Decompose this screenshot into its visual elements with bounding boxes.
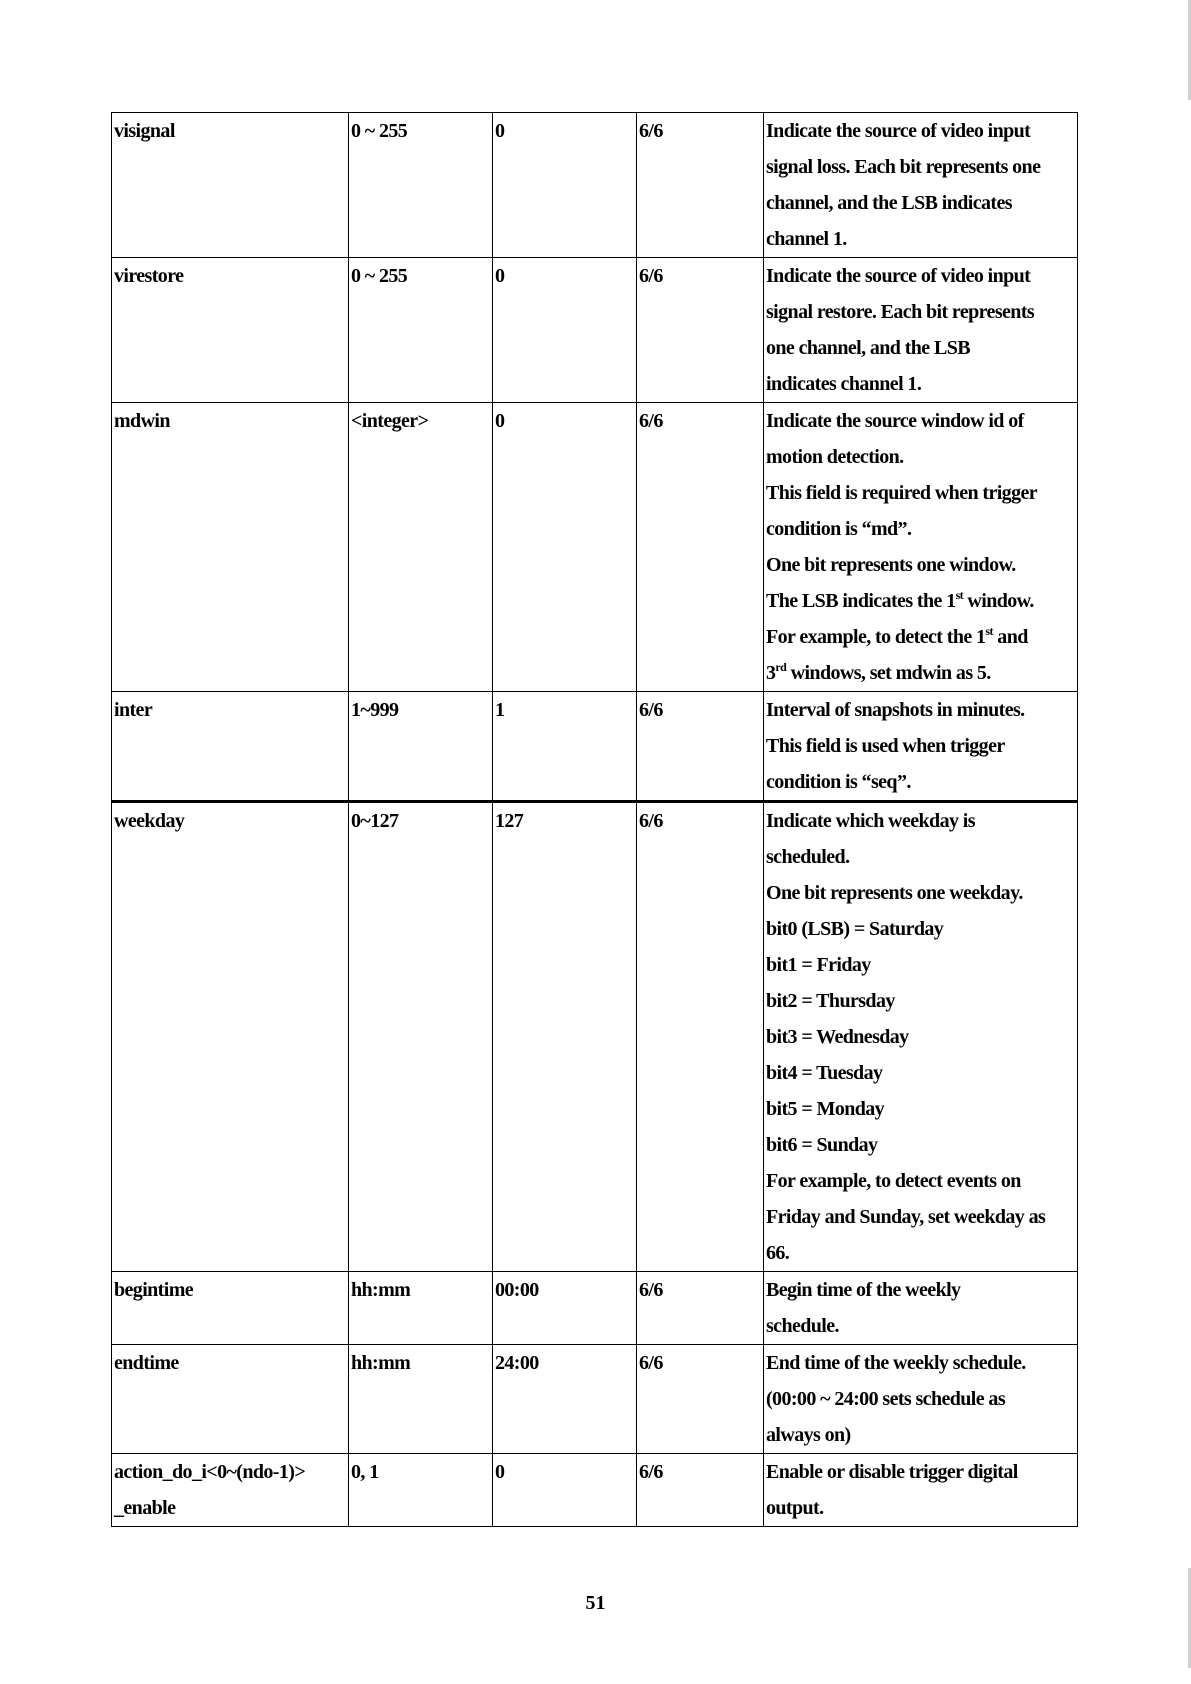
description-line: always on) <box>766 1424 851 1446</box>
description-text: window. <box>963 590 1034 612</box>
table-row <box>112 113 1078 258</box>
param-default: 00:00 <box>493 1272 637 1345</box>
description-line: (00:00 ~ 24:00 sets schedule as <box>766 1388 1006 1410</box>
description-text: The LSB indicates the 1 <box>766 590 956 612</box>
description-line: bit6 = Sunday <box>766 1134 878 1156</box>
description-line: Indicate the source window id of <box>766 410 1024 432</box>
table-row <box>112 258 1078 403</box>
param-default: 0 <box>493 258 637 403</box>
param-security: 6/6 <box>637 802 764 1272</box>
description-line: This field is required when trigger <box>766 482 1038 504</box>
description-line: This field is used when trigger <box>766 735 1005 757</box>
param-value-range: 0 ~ 255 <box>349 113 493 258</box>
description-line: schedule. <box>766 1315 839 1337</box>
param-value-range: 1~999 <box>349 692 493 802</box>
description-line: bit0 (LSB) = Saturday <box>766 918 944 940</box>
description-text: windows, set mdwin as 5. <box>786 662 991 684</box>
param-description <box>764 1345 1078 1454</box>
param-security: 6/6 <box>637 113 764 258</box>
param-name: endtime <box>112 1345 349 1454</box>
param-security: 6/6 <box>637 1345 764 1454</box>
description-line: bit1 = Friday <box>766 954 871 976</box>
description-line <box>766 583 1075 619</box>
description-line: 66. <box>766 1242 790 1264</box>
description-line <box>766 655 1075 691</box>
param-name-line: _enable <box>114 1497 176 1519</box>
param-value-range: hh:mm <box>349 1345 493 1454</box>
param-name: inter <box>112 692 349 802</box>
description-line: signal loss. Each bit represents one <box>766 156 1041 178</box>
param-security: 6/6 <box>637 1454 764 1527</box>
param-security: 6/6 <box>637 692 764 802</box>
description-line: Indicate the source of video input <box>766 120 1031 142</box>
param-default: 1 <box>493 692 637 802</box>
description-line: Begin time of the weekly <box>766 1279 961 1301</box>
table-row <box>112 802 1078 1272</box>
description-line: condition is “seq”. <box>766 771 911 793</box>
description-line: bit5 = Monday <box>766 1098 885 1120</box>
table-row <box>112 1345 1078 1454</box>
description-line: one channel, and the LSB <box>766 337 970 359</box>
param-value-range: 0 ~ 255 <box>349 258 493 403</box>
description-line: indicates channel 1. <box>766 373 922 395</box>
param-description <box>764 802 1078 1272</box>
description-line: signal restore. Each bit represents <box>766 301 1035 323</box>
description-line: bit3 = Wednesday <box>766 1026 909 1048</box>
description-line: Friday and Sunday, set weekday as <box>766 1206 1046 1228</box>
description-line: channel 1. <box>766 228 847 250</box>
description-text: and <box>992 626 1028 648</box>
param-name: begintime <box>112 1272 349 1345</box>
description-line: scheduled. <box>766 846 850 868</box>
parameter-table <box>111 112 1078 1527</box>
param-value-range: 0, 1 <box>349 1454 493 1527</box>
description-line: Interval of snapshots in minutes. <box>766 699 1025 721</box>
param-value-range: hh:mm <box>349 1272 493 1345</box>
param-description <box>764 258 1078 403</box>
table-row <box>112 403 1078 692</box>
description-line: channel, and the LSB indicates <box>766 192 1012 214</box>
description-line: condition is “md”. <box>766 518 912 540</box>
param-default: 127 <box>493 802 637 1272</box>
param-security: 6/6 <box>637 258 764 403</box>
ordinal-suffix: st <box>955 588 964 602</box>
param-name: visignal <box>112 113 349 258</box>
param-name: mdwin <box>112 403 349 692</box>
param-name: virestore <box>112 258 349 403</box>
table-row <box>112 692 1078 802</box>
description-line: Indicate which weekday is <box>766 810 975 832</box>
ordinal-suffix: st <box>985 624 993 638</box>
param-description <box>764 692 1078 802</box>
param-description <box>764 113 1078 258</box>
param-default: 0 <box>493 113 637 258</box>
param-security: 6/6 <box>637 403 764 692</box>
param-value-range: <integer> <box>349 403 493 692</box>
param-description <box>764 403 1078 692</box>
description-line: One bit represents one window. <box>766 554 1016 576</box>
param-name: weekday <box>112 802 349 1272</box>
table-row <box>112 1272 1078 1345</box>
param-default: 24:00 <box>493 1345 637 1454</box>
description-line: motion detection. <box>766 446 904 468</box>
description-line <box>766 619 1075 655</box>
param-default: 0 <box>493 403 637 692</box>
description-line: One bit represents one weekday. <box>766 882 1023 904</box>
description-line: Enable or disable trigger digital <box>766 1461 1018 1483</box>
param-default: 0 <box>493 1454 637 1527</box>
description-line: End time of the weekly schedule. <box>766 1352 1026 1374</box>
ordinal-suffix: rd <box>775 660 787 674</box>
param-description <box>764 1272 1078 1345</box>
description-text: 3 <box>766 662 776 684</box>
description-line: bit2 = Thursday <box>766 990 895 1012</box>
description-text: For example, to detect the 1 <box>766 626 986 648</box>
param-description <box>764 1454 1078 1527</box>
table-row <box>112 1454 1078 1527</box>
param-security: 6/6 <box>637 1272 764 1345</box>
description-line: bit4 = Tuesday <box>766 1062 883 1084</box>
param-value-range: 0~127 <box>349 802 493 1272</box>
description-line: output. <box>766 1497 824 1519</box>
description-line: For example, to detect events on <box>766 1170 1021 1192</box>
param-name <box>112 1454 349 1527</box>
description-line: Indicate the source of video input <box>766 265 1031 287</box>
page-number: 51 <box>585 1592 606 1614</box>
param-name-line: action_do_i<0~(ndo-1)> <box>114 1461 306 1483</box>
